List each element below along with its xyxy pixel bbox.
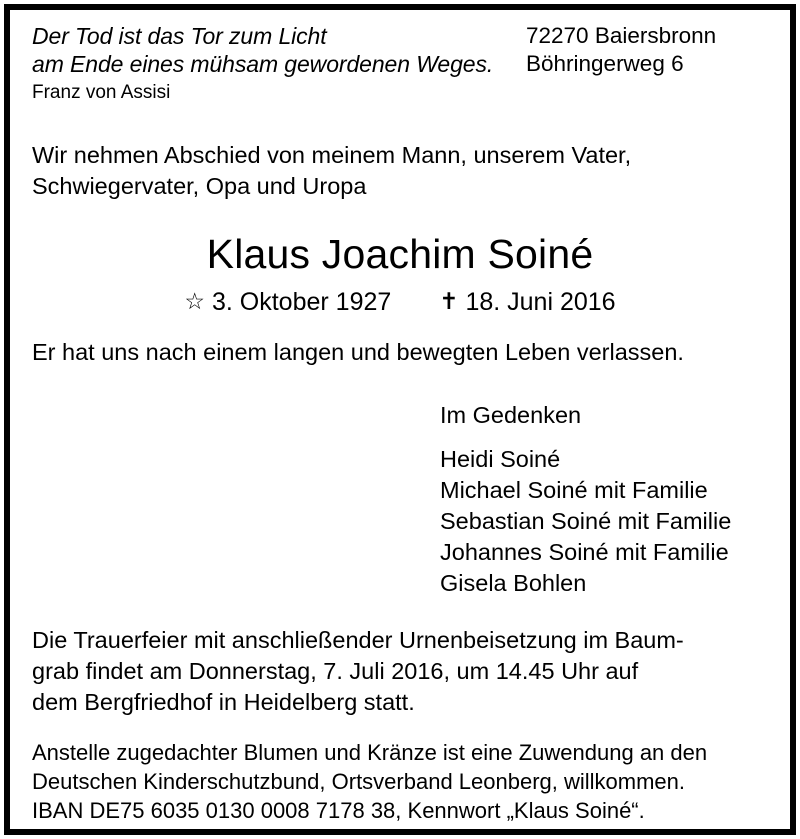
notice-header [10,10,790,106]
quote-attribution: Franz von Assisi [32,82,171,103]
mourner-name: Gisela Bohlen [440,570,587,596]
mourner-name: Sebastian Soiné mit Familie [440,508,732,534]
notice-inner [10,10,790,829]
service-line-2: grab findet am Donnerstag, 7. Juli 2016, um 14.45 Uhr auf [32,658,639,684]
service-line-3: dem Bergfriedhof in Heidelberg statt. [32,689,415,715]
intro-line-2: Schwiegervater, Opa und Uropa [32,173,367,199]
mourner-name: Michael Soiné mit Familie [440,477,708,503]
address-line-1: 72270 Baiersbronn [526,23,717,48]
intro-text [32,140,790,202]
life-dates [10,284,790,319]
quote-line-2: am Ende eines mühsam gewordenen Weges. [32,51,494,77]
mourners-lead: Im Gedenken [440,402,582,428]
mourner-name: Heidi Soiné [440,446,561,472]
donation-line-2: Deutschen Kinderschutzbund, Ortsverband Leonberg, willkommen. [32,769,686,794]
obituary-notice [4,4,796,835]
service-details [32,625,790,718]
star-icon: ☆ [184,288,206,314]
intro-line-1: Wir nehmen Abschied von meinem Mann, unserem Vater, [32,142,632,168]
quote-line-1: Der Tod ist das Tor zum Licht [32,23,327,49]
address-line-2: Böhringerweg 6 [526,51,684,76]
deceased-name: Klaus Joachim Soiné [206,231,594,277]
donation-iban-line: IBAN DE75 6035 0130 0008 7178 38, Kennwort „Klaus Soiné“. [32,798,645,823]
donation-line-1: Anstelle zugedachter Blumen und Kränze ist eine Zuwendung an den [32,740,708,765]
epitaph-quote [10,22,526,106]
service-line-1: Die Trauerfeier mit anschließender Urnenbeisetzung im Baum- [32,627,684,653]
death-date: 18. Juni 2016 [465,288,616,316]
address-block [526,22,716,78]
mourner-name: Johannes Soiné mit Familie [440,539,729,565]
cross-icon: ✝ [439,288,459,314]
birth-date: 3. Oktober 1927 [212,288,392,316]
passing-line: Er hat uns nach einem langen und bewegten Leben verlassen. [32,339,684,365]
mourners-block [440,400,790,599]
donation-details [32,738,790,825]
